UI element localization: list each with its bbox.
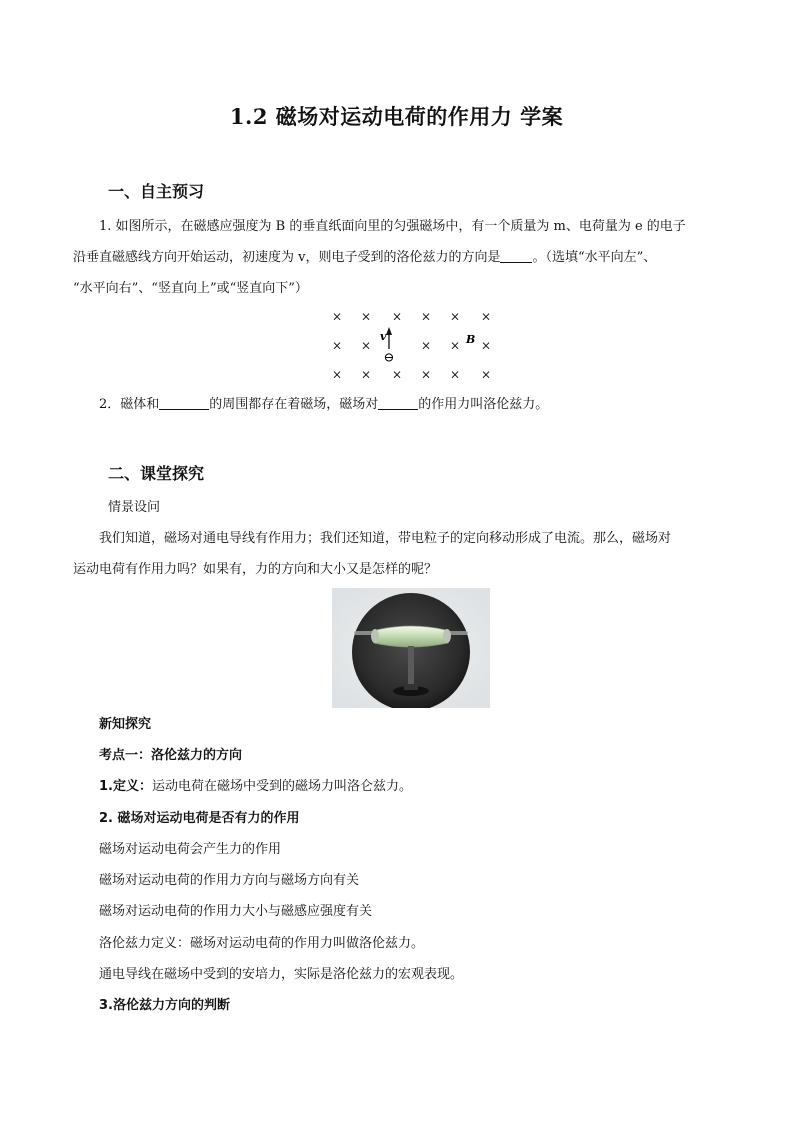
question-1-text: 沿垂直磁感线方向开始运动，初速度为 v，则电子受到的洛伦兹力的方向是: [73, 250, 501, 265]
field-cross-2-0: ×: [331, 367, 343, 382]
field-cross-extra-0: ×: [480, 338, 492, 353]
field-cross-0-4: ×: [449, 309, 461, 324]
question-2-line: [99, 389, 548, 420]
question-2-text-a: 2．磁体和: [99, 397, 160, 412]
field-cross-0-2: ×: [391, 309, 403, 324]
question-1-line-3: “水平向右”、“竖直向上”或“竖直向下”）: [73, 281, 308, 296]
field-cross-0-1: ×: [360, 309, 372, 324]
field-cross-2-4: ×: [449, 367, 461, 382]
intro-paragraph-line-1: 我们知道，磁场对通电导线有作用力；我们还知道，带电粒子的定向移动形成了电流。那么，磁场对: [99, 531, 672, 546]
velocity-arrowhead: [386, 327, 392, 335]
field-cross-0-3: ×: [420, 309, 432, 324]
question-1-line-2: [73, 242, 656, 273]
field-cross-1-3: ×: [420, 338, 432, 353]
field-cross-0-5: ×: [480, 309, 492, 324]
definition-text: 运动电荷在磁场中受到的磁场力叫洛仑兹力。: [151, 779, 412, 794]
field-cross-1-0: ×: [331, 338, 343, 353]
statement-line-2: 磁场对运动电荷的作用力方向与磁场方向有关: [99, 873, 360, 888]
question-2-text-b: 的周围都存在着磁场，磁场对: [209, 397, 379, 412]
field-cross-0-0: ×: [331, 309, 343, 324]
magnetic-field-figure: [320, 303, 500, 385]
answer-blank-2[interactable]: [159, 395, 209, 410]
velocity-label: v: [380, 330, 387, 343]
field-cross-2-5: ×: [480, 367, 492, 382]
answer-blank-1[interactable]: [500, 248, 532, 263]
electron-symbol: ⊖: [383, 350, 395, 366]
statement-line-1: 磁场对运动电荷会产生力的作用: [99, 842, 282, 857]
page-title: 1.2 磁场对运动电荷的作用力 学案: [229, 104, 564, 129]
cathode-ray-tube-photo: [332, 588, 490, 708]
item-2-heading: 2. 磁场对运动电荷是否有力的作用: [99, 811, 300, 826]
field-cross-2-1: ×: [360, 367, 372, 382]
section-heading-explore: 二、课堂探究: [108, 464, 205, 483]
field-cross-1-4: ×: [449, 338, 461, 353]
definition-label: 1.定义：: [99, 779, 152, 794]
statement-line-5: 通电导线在磁场中受到的安培力，实际是洛伦兹力的宏观表现。: [99, 967, 464, 982]
definition-line: [99, 771, 412, 802]
magnetic-field-label: B: [466, 333, 476, 346]
new-knowledge-heading: 新知探究: [99, 717, 152, 732]
item-3-heading: 3.洛伦兹力方向的判断: [99, 998, 230, 1013]
intro-paragraph-line-2: 运动电荷有作用力吗？如果有，力的方向和大小又是怎样的呢？: [73, 562, 438, 577]
point-1-heading: 考点一：洛伦兹力的方向: [99, 748, 243, 763]
question-1-options: 。（选填“水平向左”、: [532, 250, 657, 265]
answer-blank-3[interactable]: [378, 395, 418, 410]
section-heading-preview: 一、自主预习: [108, 182, 205, 201]
statement-line-4: 洛伦兹力定义：磁场对运动电荷的作用力叫做洛伦兹力。: [99, 936, 425, 951]
field-cross-2-3: ×: [420, 367, 432, 382]
field-cross-1-1: ×: [360, 338, 372, 353]
question-2-text-c: 的作用力叫洛伦兹力。: [418, 397, 549, 412]
field-cross-2-2: ×: [391, 367, 403, 382]
scene-label: 情景设问: [108, 500, 161, 515]
statement-line-3: 磁场对运动电荷的作用力大小与磁感应强度有关: [99, 904, 373, 919]
question-1-line-1: 1. 如图所示，在磁感应强度为 B 的垂直纸面向里的匀强磁场中，有一个质量为 m、电荷量为 e 的电子: [99, 219, 686, 234]
